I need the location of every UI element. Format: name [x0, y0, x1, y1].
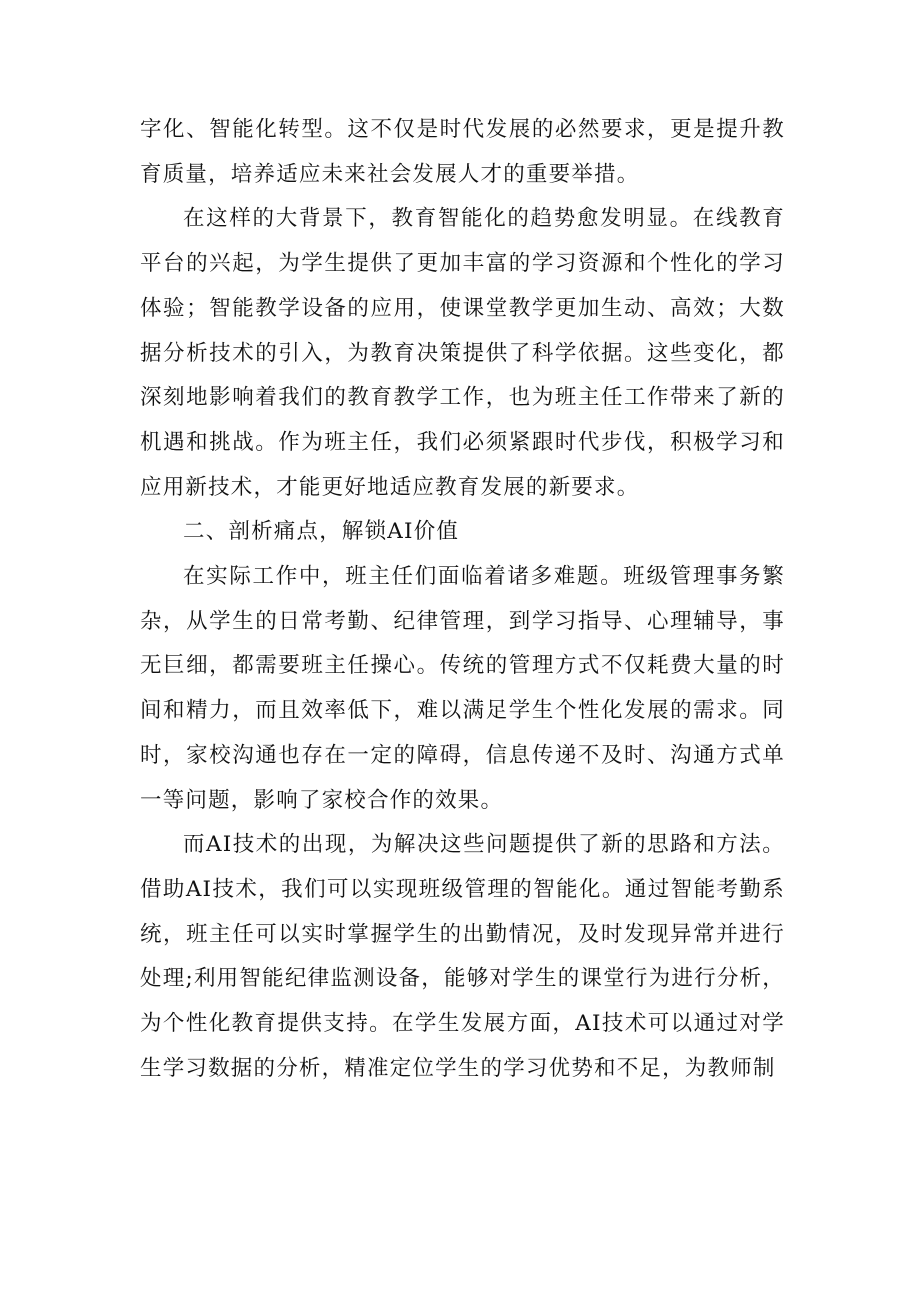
paragraph-pain-points: 在实际工作中，班主任们面临着诸多难题。班级管理事务繁杂，从学生的日常考勤、纪律管理，到学习指导、心理辅导，事无巨细，都需要班主任操心。传统的管理方式不仅耗费大量的时间和精力，而且效率低下，难以满足学生个性化发展的需求。同时，家校沟通也存在一定的障碍，信息传递不及时、沟通方式单一等问题，影响了家校合作的效果。 — [140, 564, 785, 813]
paragraph-continuation: 字化、智能化转型。这不仅是时代发展的必然要求，更是提升教育质量，培养适应未来社会发展人才的重要举措。 — [140, 117, 785, 187]
paragraph-ai-value: 而AI技术的出现，为解决这些问题提供了新的思路和方法。借助AI技术，我们可以实现班级管理的智能化。通过智能考勤系统，班主任可以实时掌握学生的出勤情况，及时发现异常并进行处理;利用智能纪律监测设备，能够对学生的课堂行为进行分析，为个性化教育提供支持。在学生发展方面，AI技术可以通过对学生学习数据的分析，精准定位学生的学习优势和不足，为教师制 — [140, 832, 785, 1081]
section-heading: 二、剖析痛点，解锁AI价值 — [183, 519, 460, 545]
document-body — [140, 108, 785, 1091]
paragraph-education-trend: 在这样的大背景下，教育智能化的趋势愈发明显。在线教育平台的兴起，为学生提供了更加丰富的学习资源和个性化的学习体验；智能教学设备的应用，使课堂教学更加生动、高效；大数据分析技术的引入，为教育决策提供了科学依据。这些变化，都深刻地影响着我们的教育教学工作，也为班主任工作带来了新的机遇和挑战。作为班主任，我们必须紧跟时代步伐，积极学习和应用新技术，才能更好地适应教育发展的新要求。 — [140, 206, 785, 500]
